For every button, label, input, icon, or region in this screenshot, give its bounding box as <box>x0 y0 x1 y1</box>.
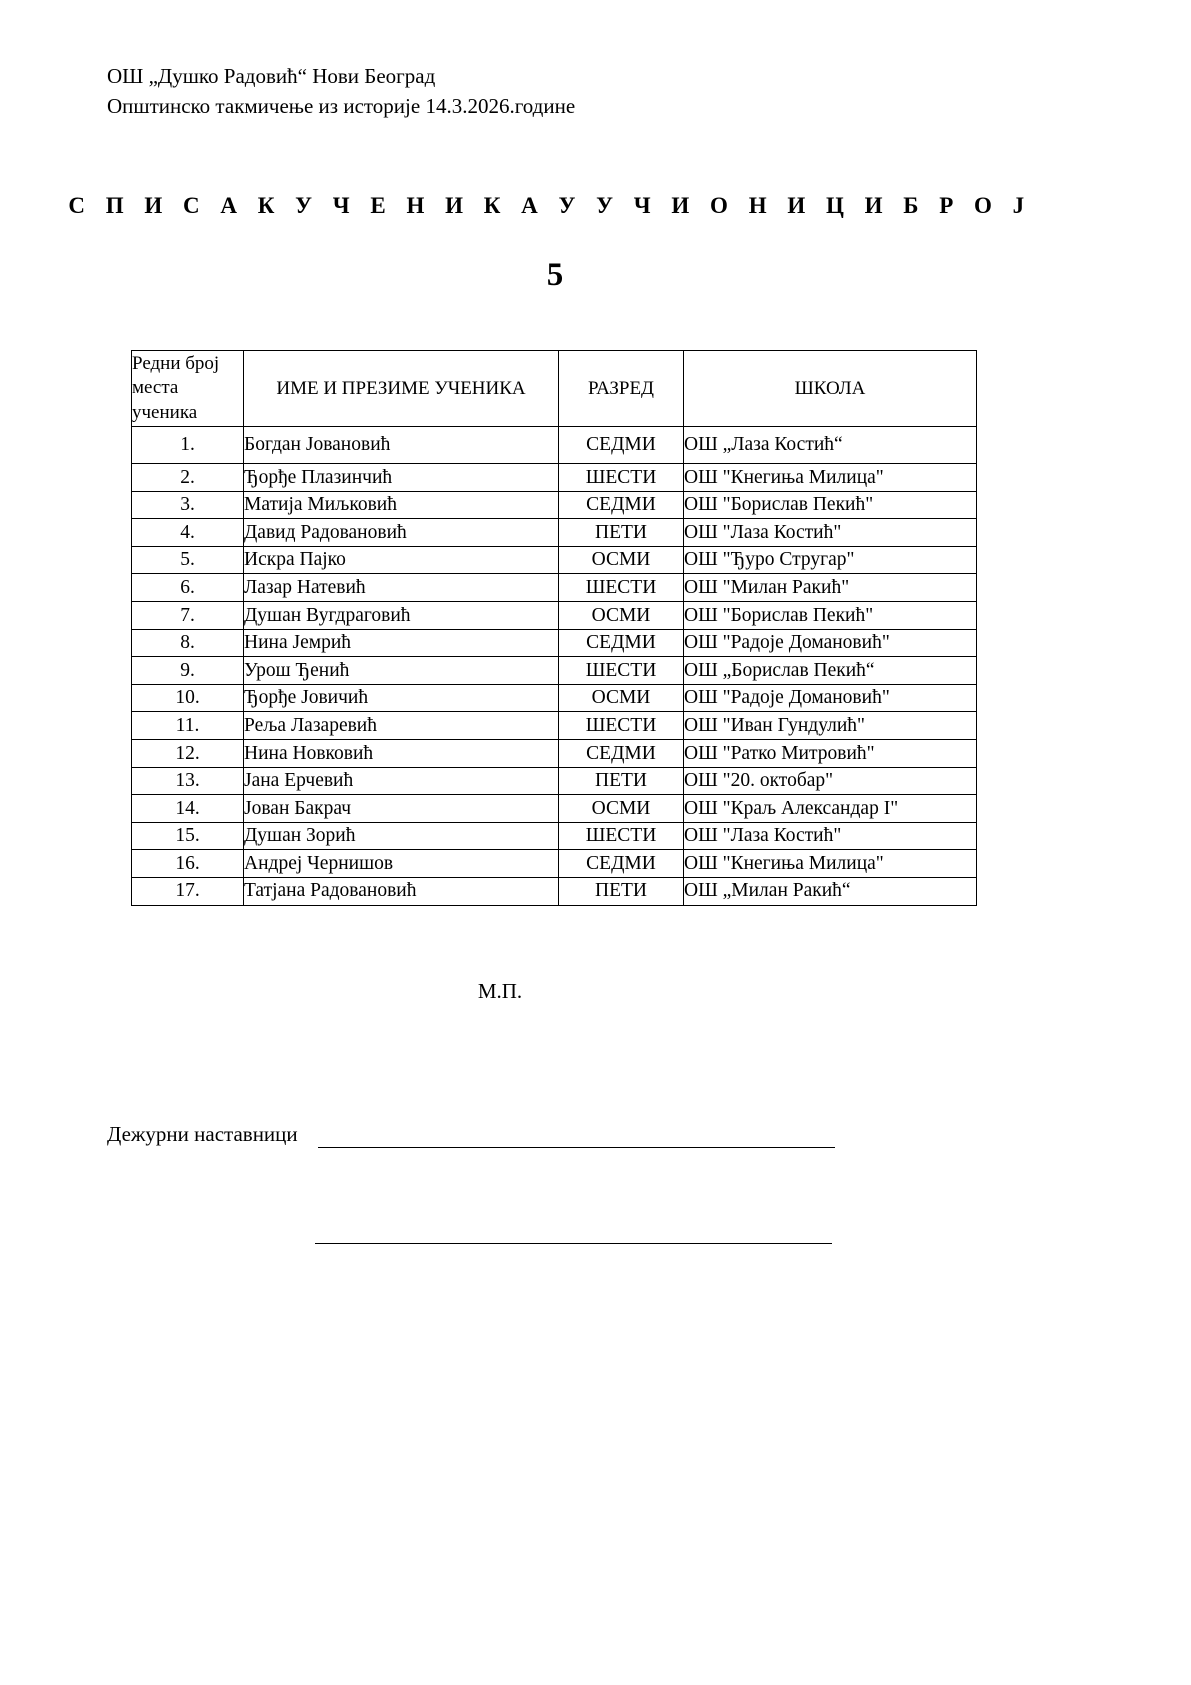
table-row <box>132 684 977 712</box>
cell-grade: ШЕСТИ <box>559 574 684 602</box>
document-header <box>107 62 575 122</box>
cell-school: ОШ "Борислав Пекић" <box>684 601 977 629</box>
cell-grade: ШЕСТИ <box>559 822 684 850</box>
cell-grade: ПЕТИ <box>559 877 684 905</box>
cell-student-name: Јана Ерчевић <box>244 767 559 795</box>
cell-grade: СЕДМИ <box>559 850 684 878</box>
cell-school: ОШ "Борислав Пекић" <box>684 491 977 519</box>
cell-grade: ОСМИ <box>559 546 684 574</box>
table-row <box>132 822 977 850</box>
cell-school: ОШ "Радоје Домановић" <box>684 629 977 657</box>
table-header-row <box>132 351 977 427</box>
cell-student-name: Матија Миљковић <box>244 491 559 519</box>
cell-seat-number: 9. <box>132 657 244 685</box>
table-row <box>132 427 977 464</box>
cell-grade: ШЕСТИ <box>559 657 684 685</box>
table-body <box>132 427 977 906</box>
cell-grade: СЕДМИ <box>559 427 684 464</box>
cell-seat-number: 14. <box>132 795 244 823</box>
table-row <box>132 712 977 740</box>
cell-student-name: Давид Радовановић <box>244 519 559 547</box>
signature-line-2 <box>315 1243 832 1244</box>
cell-school: ОШ "Лаза Костић" <box>684 822 977 850</box>
column-header-student-name: ИМЕ И ПРЕЗИМЕ УЧЕНИКА <box>244 351 559 427</box>
cell-seat-number: 12. <box>132 739 244 767</box>
student-roster-table <box>131 350 977 906</box>
cell-grade: ПЕТИ <box>559 519 684 547</box>
cell-school: ОШ „Лаза Костић“ <box>684 427 977 464</box>
signature-line-1 <box>318 1147 835 1148</box>
cell-student-name: Јован Бакрач <box>244 795 559 823</box>
cell-seat-number: 16. <box>132 850 244 878</box>
table-row <box>132 795 977 823</box>
cell-school: ОШ "Лаза Костић" <box>684 519 977 547</box>
cell-school: ОШ „Борислав Пекић“ <box>684 657 977 685</box>
cell-seat-number: 7. <box>132 601 244 629</box>
cell-student-name: Душан Вугдраговић <box>244 601 559 629</box>
cell-student-name: Андреј Чернишов <box>244 850 559 878</box>
cell-grade: СЕДМИ <box>559 491 684 519</box>
cell-school: ОШ "20. октобар" <box>684 767 977 795</box>
cell-grade: СЕДМИ <box>559 629 684 657</box>
cell-student-name: Ђорђе Плазинчић <box>244 464 559 492</box>
table-row <box>132 657 977 685</box>
cell-student-name: Нина Јемрић <box>244 629 559 657</box>
table-row <box>132 601 977 629</box>
cell-school: ОШ "Милан Ракић" <box>684 574 977 602</box>
table-row <box>132 546 977 574</box>
cell-student-name: Ђорђе Јовичић <box>244 684 559 712</box>
cell-school: ОШ "Ђуро Стругар" <box>684 546 977 574</box>
school-name: ОШ „Душко Радовић“ Нови Београд <box>107 64 436 88</box>
cell-grade: ПЕТИ <box>559 767 684 795</box>
column-header-school: ШКОЛА <box>684 351 977 427</box>
cell-school: ОШ "Радоје Домановић" <box>684 684 977 712</box>
cell-seat-number: 3. <box>132 491 244 519</box>
cell-school: ОШ "Иван Гундулић" <box>684 712 977 740</box>
cell-school: ОШ "Краљ Александар I" <box>684 795 977 823</box>
stamp-placeholder: М.П. <box>477 979 523 1003</box>
cell-school: ОШ "Кнегиња Милица" <box>684 850 977 878</box>
cell-grade: ШЕСТИ <box>559 712 684 740</box>
cell-student-name: Искра Пајко <box>244 546 559 574</box>
cell-seat-number: 17. <box>132 877 244 905</box>
room-number: 5 <box>546 257 564 293</box>
cell-student-name: Лазар Натевић <box>244 574 559 602</box>
cell-seat-number: 1. <box>132 427 244 464</box>
cell-grade: СЕДМИ <box>559 739 684 767</box>
column-header-grade: РАЗРЕД <box>559 351 684 427</box>
cell-student-name: Нина Новковић <box>244 739 559 767</box>
cell-student-name: Душан Зорић <box>244 822 559 850</box>
table-row <box>132 739 977 767</box>
cell-seat-number: 11. <box>132 712 244 740</box>
cell-school: ОШ "Кнегиња Милица" <box>684 464 977 492</box>
teachers-label: Дежурни наставници <box>107 1122 298 1146</box>
cell-grade: ОСМИ <box>559 684 684 712</box>
cell-school: ОШ „Милан Ракић“ <box>684 877 977 905</box>
cell-grade: ОСМИ <box>559 601 684 629</box>
competition-info: Општинско такмичење из историје 14.3.2026.године <box>107 93 576 118</box>
cell-school: ОШ "Ратко Митровић" <box>684 739 977 767</box>
cell-student-name: Татјана Радовановић <box>244 877 559 905</box>
cell-seat-number: 15. <box>132 822 244 850</box>
cell-seat-number: 13. <box>132 767 244 795</box>
page-title: С П И С А К У Ч Е Н И К А У У Ч И О Н И Ц И Б Р О Ј <box>68 193 1032 218</box>
table-row <box>132 850 977 878</box>
cell-student-name: Богдан Јовановић <box>244 427 559 464</box>
cell-grade: ШЕСТИ <box>559 464 684 492</box>
table-row <box>132 519 977 547</box>
cell-student-name: Урош Ђенић <box>244 657 559 685</box>
table-row <box>132 574 977 602</box>
table-row <box>132 767 977 795</box>
table-row <box>132 629 977 657</box>
cell-grade: ОСМИ <box>559 795 684 823</box>
table-row <box>132 464 977 492</box>
cell-student-name: Рељa Лазаревић <box>244 712 559 740</box>
cell-seat-number: 4. <box>132 519 244 547</box>
cell-seat-number: 2. <box>132 464 244 492</box>
cell-seat-number: 6. <box>132 574 244 602</box>
cell-seat-number: 10. <box>132 684 244 712</box>
cell-seat-number: 5. <box>132 546 244 574</box>
column-header-seat-number: Редни број места ученика <box>132 351 244 427</box>
table-row <box>132 877 977 905</box>
cell-seat-number: 8. <box>132 629 244 657</box>
table-row <box>132 491 977 519</box>
